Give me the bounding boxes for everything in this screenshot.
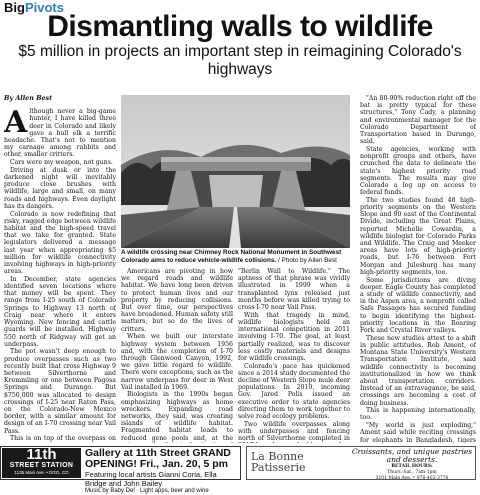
caption-text: A wildlife crossing near Chimney Rock National Monument in Southwest Colorado aims to reduce vehicle-wildlife collisions. (121, 249, 342, 264)
paragraph: With that tragedy in mind, wildlife biologists held an international competition in 2011 involving I-70. The goal, at least partially realized, was to discover less costly materials and designs for wildlife crossings. (238, 311, 350, 362)
article-column-3 (238, 268, 350, 443)
paragraph: The two studies found 48 high-priority segments on the Western Slope and 90 east of the Continental Divide, including the Great Plains, reported Michelle Cowardin, a wildlife biologist for Colorado Parks and Wildlife. The Craig and Meeker areas have lots of high-priority roads, but I-76 between Fort Morgan and Julesburg has many high-priority segments, too. (360, 196, 476, 276)
paragraph: When we built our interstate highway system between 1956 and, with the completion of I-70 through Glenwood Canyon, 1992, we gave little regard to wildlife. There were exceptions, such as the narrow underpass for deer in West Vail installed in 1969. (121, 333, 233, 391)
highway-overpass-photo (121, 95, 350, 248)
photo-credit: / Photo by Allen Best (277, 256, 337, 264)
article-column-2 (121, 268, 233, 443)
paragraph: Cars were my weapon, not guns. (10, 159, 113, 167)
article-column-1 (4, 95, 116, 443)
paragraph: The pot wasn't deep enough to produce overpasses such as two recently built that cross Highway 9 between Silverthorne and Kremmling or one between Pagosa Springs and Durango. But $750,000 was allocated to design crossings of I-25 near Raton Pass, on the Colorado-New Mexico border, with a similar amount for design of an I-70 crossing near Vail Pass. (4, 348, 116, 435)
brand-pivots: Pivots (24, 0, 64, 15)
paragraph: "Berlin Wall to Wildlife." The aptness of that phrase was vividly illustrated in 1999 when a transplanted lynx released just months before was killed trying to cross I-70 near Vail Pass. (238, 268, 350, 312)
ad-artists: Featuring local artists Gianni Coria, Ella Bridge and John Bailey (85, 470, 217, 488)
paragraph: Two wildlife overpasses along with underpasses and fencing north of Silverthorne completed in (238, 420, 350, 443)
ad-text (85, 448, 240, 495)
patisserie-advertisement[interactable] (246, 446, 476, 480)
patisserie-address: 3101 Main Ave. • 970-403-3776 (375, 475, 449, 481)
paragraph: Biologists in the 1990s began emphasizing highways as home wreckers. Expanding road networks, they said, was creating islands of wildlife habitat. Fragmented habitat leads to reduced gene pools and, at the (121, 391, 233, 442)
logo-address: 1135 Main Ave. • DGO, CO (14, 470, 69, 475)
paragraph: This is happening internationally, too. (360, 407, 476, 422)
subhead: $5 million in projects an important step in reimagining Colorado's highways (18, 43, 462, 78)
byline: By Allen Best (4, 95, 53, 102)
gallery-advertisement[interactable] (0, 446, 241, 494)
article-column-4 (360, 95, 476, 443)
photo-caption (121, 249, 350, 264)
paragraph: State agencies, working with nonprofit groups and others, have crunched the data to delineate the state's highest priority road segments. The results may give Colorado a leg up on access to federal funds. (360, 145, 476, 197)
paragraph: Some jurisdictions are diving deeper. Eagle County has completed a study of wildlife connectivity, and in the Aspen area, a nonprofit called Safe Passages has secured funding to begin identifying the highest-priority locations in the Roaring Fork and Crystal River valleys. (360, 276, 476, 334)
brand-big: Big (4, 0, 25, 15)
patisserie-details (351, 448, 473, 481)
paragraph: Colorado is now redefining that risky, ragged edge between wildlife habitat and the high-speed travel that we take for granted. State legislators delivered a message last year when appropriating $5 million for wildlife connectivity involving highways in high-priority areas. (4, 210, 116, 276)
paragraph: "An 80-90% reduction right off the bat is pretty typical for these structures," Tony Cady, a planning and environmental manager for the Colorado Department of Transportation based in Durango, said. (360, 95, 476, 146)
street-station-logo (2, 448, 81, 478)
drop-cap: A (4, 105, 28, 141)
headline: Dismantling walls to wildlife (47, 10, 433, 43)
paragraph-text: lthough never a big-game hunter, I have killed three deer in Colorado and likely gave a bull elk a terrific headache. That's not to mention my carnage among rabbits and other, smaller critters. (4, 108, 116, 159)
retail-hours-title: RETAIL HOURS: (391, 464, 433, 469)
paragraph: These new studies attest to a shift in public attitudes. Rob Ament, of Montana State University's Western Transportation Institute, said wildlife connectivity is becoming institutionalized in how we think about transportation corridors. Instead of an extravagance, he said, crossings are becoming a cost of doing business. (360, 334, 476, 407)
paragraph: Colorado's pace has quickened since a 2014 study documented the decline of Western Slope mule deer populations. In 2019, incoming Gov. Jared Polis issued an executive order to state agencies directing them to work together to solve road ecology problems. (238, 362, 350, 421)
paragraph: Driving at dusk or into the darkened night will inevitably produce close brushes with wildlife, large and small, on many roads and highways. Even daylight has its dangers. (4, 166, 116, 210)
retail-hours: Thurs.-Sat., 7am-1pm (387, 470, 437, 475)
paragraph: In December, state agencies identified seven locations where that money will be spent. They range from I-25 south of Colorado Springs to Highway 13 north of Craig near where it enters Wyoming. New fencing and cattle guards will be installed. Highway 550 north of Ridgway will get an underpass. (4, 275, 116, 348)
patisserie-name: La Bonne Patisserie (251, 450, 306, 474)
paragraph (4, 105, 116, 159)
ad-headline: Gallery at 11th Street GRAND OPENING! Fri., Jan. 20, 5 pm (85, 447, 231, 470)
paragraph: Americans are pivoting in how we regard roads and wildlife habitat. We have long been driven to protect human lives and our property by reducing collisions. But over time, our perspectives have broadened. Human safety still matters, but so do the lives of critters. (121, 268, 233, 333)
paragraph: "My world is just exploding," Ament said while reciting crossings for elephants in Bangladesh, tigers (360, 422, 476, 443)
paragraph: This is on top of the overpass on (10, 435, 116, 443)
ad-music: Music by Baby Del · Light apps, beer and wine (85, 488, 209, 494)
logo-name: STREET STATION (9, 462, 74, 469)
logo-number: 11th (26, 446, 57, 463)
patisserie-tagline: Croissants, and unique pastries and desserts. (351, 447, 473, 464)
